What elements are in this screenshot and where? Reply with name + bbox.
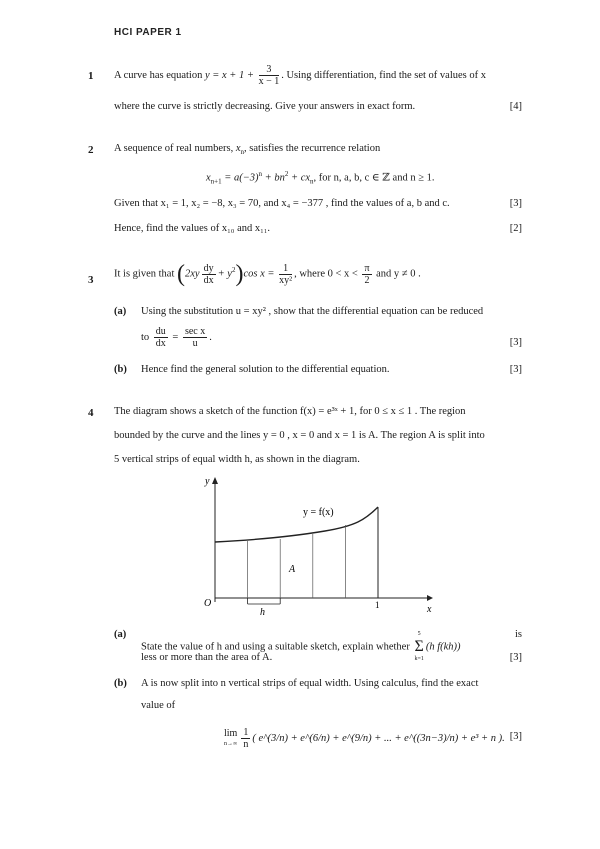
paper-header: HCI PAPER 1	[114, 27, 182, 38]
question-4b-marks: [3]	[509, 731, 522, 742]
curve-y-f-x	[215, 507, 378, 542]
question-3a-marks: [3]	[509, 337, 522, 348]
question-3-equation: It is given that (2xy $\frac{dy}{dx}$ + $y^2)\cos$ x = $\frac{1}{\text{xy²}}$ , where 0 < x < $\frac{\pi}{2}$ and y ≠ 0 .	[114, 261, 421, 287]
question-4b-label: (b)	[114, 678, 127, 689]
question-4-number: 4	[88, 407, 94, 419]
question-3a-result: to $\frac{du}{dx}$ = $\frac{\text{sec x}}{u}$ .	[141, 326, 212, 349]
question-2-hence: Hence, find the values of x₁₀ and x₁₁.	[114, 223, 271, 234]
curve-label: y = f(x)	[303, 507, 334, 518]
question-1-line-1: A curve has equation y = x + 1 + $\frac{3}{x - 1}$ . Using differentiation, find the set of values of x	[114, 64, 487, 87]
question-2-line-1: A sequence of real numbers, $x_n$, satisfies the recurrence relation	[114, 143, 381, 157]
question-4a-is: is	[514, 629, 522, 640]
h-label: h	[260, 607, 265, 617]
question-2-given: Given that x₁ = 1, x₂ = −8, x₃ = 70, and x₄ = −377 , find the values of a, b and c.	[114, 198, 450, 209]
q1-fraction: $\frac{3}{x - 1}$	[258, 64, 280, 87]
question-4a-text-2: less or more than the area of A.	[141, 652, 273, 663]
x-equals-1-label: 1	[375, 600, 380, 610]
question-1-number: 1	[88, 70, 94, 82]
x-axis-label: x	[427, 604, 432, 615]
question-4b-limit: lim n→∞ $\frac{1}{n}$ ( e^(3/n) + e^(6/n) + e^(9/n) + ... + e^((3n−3)/n) + e³ + n ).	[224, 727, 505, 750]
question-2-marks-2: [2]	[509, 223, 522, 234]
question-4b-text-2: value of	[141, 700, 176, 711]
origin-label: O	[204, 598, 212, 609]
question-3b-text: Hence find the general solution to the differential equation.	[141, 364, 390, 375]
question-4a-text: State the value of h and using a suitable sketch, explain whether 5 Σ k=1 (h f(kh))	[141, 631, 461, 662]
question-3a-text: Using the substitution u = xy² , show that the differential equation can be reduced	[141, 306, 484, 317]
x-axis-arrow-icon	[427, 595, 433, 601]
y-axis-arrow-icon	[212, 477, 218, 484]
question-4-line-3: 5 vertical strips of equal width h, as shown in the diagram.	[114, 454, 360, 465]
region-a-label: A	[289, 564, 296, 575]
question-1-line-2: where the curve is strictly decreasing. Give your answers in exact form.	[114, 101, 416, 112]
question-3b-marks: [3]	[509, 364, 522, 375]
question-2-number: 2	[88, 144, 94, 156]
question-4-line-2: bounded by the curve and the lines y = 0 , x = 0 and x = 1 is A. The region A is split into	[114, 430, 485, 441]
question-2-marks-1: [3]	[509, 198, 522, 209]
question-3b-label: (b)	[114, 364, 127, 375]
question-3-number: 3	[88, 274, 94, 286]
question-4-line-1: The diagram shows a sketch of the function f(x) = e³ˣ + 1, for 0 ≤ x ≤ 1 . The region	[114, 406, 466, 417]
question-4a-marks: [3]	[509, 652, 522, 663]
question-1-marks: [4]	[509, 101, 522, 112]
function-sketch-diagram	[195, 472, 445, 617]
y-axis-label: y	[205, 476, 210, 487]
question-2-recurrence: $x_{n+1} = a(-3)^n + bn^2 + cx_n$, for n, a, b, c ∈ ℤ and n ≥ 1.	[206, 170, 435, 186]
question-4a-label: (a)	[114, 629, 127, 640]
question-3a-label: (a)	[114, 306, 127, 317]
question-4b-text-1: A is now split into n vertical strips of equal width. Using calculus, find the exact	[141, 678, 479, 689]
